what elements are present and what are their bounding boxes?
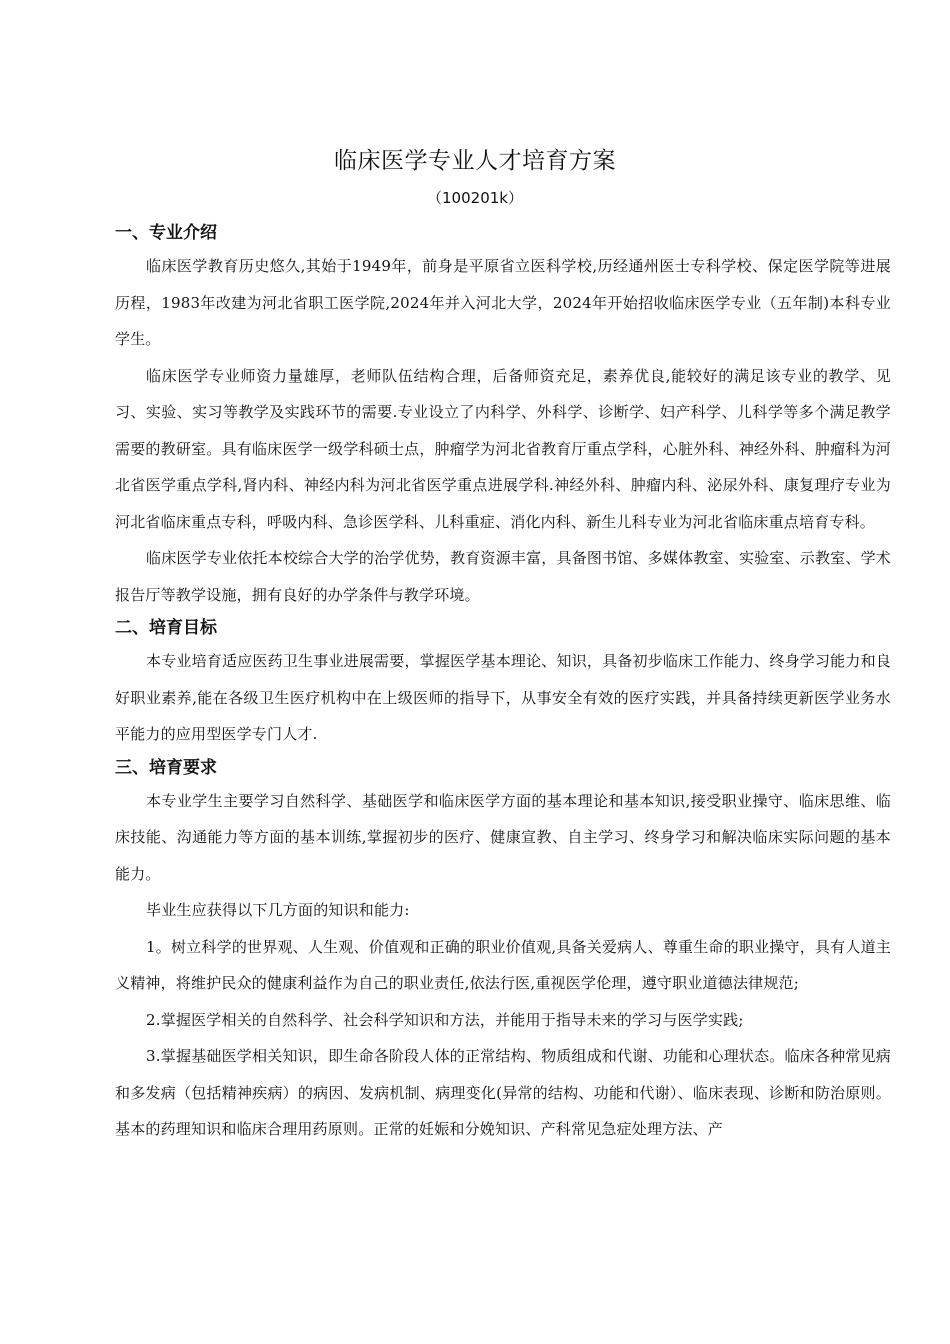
section-training-objective	[115, 613, 891, 753]
section-training-requirements	[115, 753, 891, 1148]
paragraph: 临床医学教育历史悠久,其始于1949年，前身是平原省立医科学校,历经通州医士专科学校、保定医学院等进展历程，1983年改建为河北省职工医学院,2024年并入河北大学，2024年开始招收临床医学专业（五年制)本科专业学生。	[115, 257, 891, 348]
list-item: 2.掌握医学相关的自然科学、社会科学知识和方法，并能用于指导未来的学习与医学实践;	[146, 1010, 744, 1029]
list-item: 3.掌握基础医学相关知识，即生命各阶段人体的正常结构、物质组成和代谢、功能和心理状态。临床各种常见病和多发病（包括精神疾病）的病因、发病机制、病理变化(异常的结构、功能和代谢）、临床表现、诊断和防治原则。基本的药理知识和临床合理用药原则。正常的妊娠和分娩知识、产科常见急症处理方法、产	[115, 1047, 891, 1138]
program-code: （100201k）	[427, 189, 523, 207]
paragraph: 本专业培育适应医药卫生事业进展需要，掌握医学基本理论、知识，具备初步临床工作能力、终身学习能力和良好职业素养,能在各级卫生医疗机构中在上级医师的指导下，从事安全有效的医疗实践，并具备持续更新医学业务水平能力的应用型医学专门人才.	[115, 652, 891, 743]
document-title: 临床医学专业人才培育方案	[334, 148, 616, 174]
section-introduction	[115, 218, 891, 613]
paragraph: 毕业生应获得以下几方面的知识和能力:	[146, 901, 410, 919]
document-body	[115, 218, 891, 1148]
paragraph: 临床医学专业依托本校综合大学的治学优势，教育资源丰富，具备图书馆、多媒体教室、实验室、示教室、学术报告厅等教学设施，拥有良好的办学条件与教学环境。	[115, 549, 891, 604]
section-heading: 一、专业介绍	[115, 223, 217, 243]
paragraph: 本专业学生主要学习自然科学、基础医学和临床医学方面的基本理论和基本知识,接受职业操守、临床思维、临床技能、沟通能力等方面的基本训练,掌握初步的医疗、健康宣教、自主学习、终身学习和解决临床实际问题的基本能力。	[115, 791, 891, 883]
list-item: 1。树立科学的世界观、人生观、价值观和正确的职业价值观,具备关爱病人、尊重生命的职业操守，具有人道主义精神，将维护民众的健康利益作为自己的职业责任,依法行医,重视医学伦理，遵守职业道德法律规范;	[115, 937, 891, 992]
paragraph: 临床医学专业师资力量雄厚，老师队伍结构合理，后备师资充足，素养优良,能较好的满足该专业的教学、见习、实验、实习等教学及实践环节的需要.专业设立了内科学、外科学、诊断学、妇产科学、儿科学等多个满足教学需要的教研室。具有临床医学一级学科硕士点，肿瘤学为河北省教育厅重点学科，心脏外科、神经外科、肿瘤科为河北省医学重点学科,肾内科、神经内科为河北省医学重点进展学科.神经外科、肿瘤内科、泌尿外科、康复理疗专业为河北省临床重点专科，呼吸内科、急诊医学科、儿科重症、消化内科、新生儿科专业为河北省临床重点培育专科。	[115, 366, 891, 531]
section-heading: 三、培育要求	[115, 757, 217, 778]
section-heading: 二、培育目标	[115, 618, 217, 638]
